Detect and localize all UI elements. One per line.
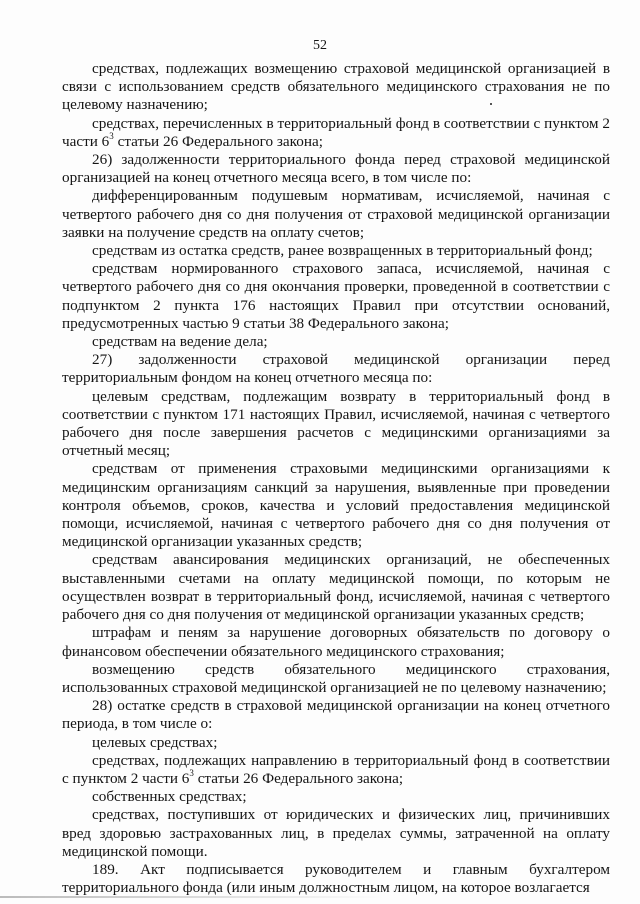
- paragraph: средствам авансирования медицинских организаций, не обеспеченных выставленными счетами на оплату медицинской помощи, по которым не осуществлен возврат в территориальный фонд, исчисляемой, начиная с четвертого рабочего дня со дня получения от медицинской организации указанных средств;: [62, 551, 610, 624]
- paragraph: средствам от применения страховыми медицинскими организациями к медицинским организациям санкций за нарушения, выявленные при проведении контроля объемов, сроков, качества и условий предоставления медицинской помощи, исчисляемой, начиная с четвертого рабочего дня со дня получения от медицинской организации указанных средств;: [62, 460, 610, 551]
- scan-edge-shadow: [0, 896, 640, 898]
- paragraph: средствах, перечисленных в территориальный фонд в соответствии с пунктом 2 части $6^3$ статьи 26 Федерального закона;: [62, 114, 610, 150]
- paragraph: 189. Акт подписывается руководителем и главным бухгалтером территориального фонда (или иным должностным лицом, на которое возлагается: [62, 860, 610, 897]
- paragraph: штрафам и пеням за нарушение договорных обязательств по договору о финансовом обеспечении обязательного медицинского страхования;: [62, 624, 610, 660]
- paragraph: средствам на ведение дела;: [92, 333, 268, 351]
- paragraph: 28) остатке средств в страховой медицинской организации на конец отчетного периода, в том числе о:: [62, 697, 610, 733]
- document-body: [62, 60, 610, 897]
- paragraph: средствам из остатка средств, ранее возвращенных в территориальный фонд;: [92, 242, 593, 260]
- paragraph: возмещению средств обязательного медицинского страхования, использованных страховой медицинской организацией не по целевому назначению;: [62, 660, 610, 696]
- paragraph: целевых средствах;: [92, 733, 218, 751]
- paragraph: средствах, подлежащих направлению в территориальный фонд в соответствии с пунктом 2 части $6^3$ статьи 26 Федерального закона;: [62, 751, 610, 787]
- paragraph: целевым средствам, подлежащим возврату в территориальный фонд в соответствии с пунктом 171 настоящих Правил, исчисляемой, начиная с четвертого рабочего дня после завершения расчетов с медицинскими организациями за отчетный месяц;: [62, 387, 610, 460]
- paragraph: 27) задолженности страховой медицинской организации перед территориальным фондом на конец отчетного месяца по:: [62, 351, 610, 387]
- paragraph: средствам нормированного страхового запаса, исчисляемой, начиная с четвертого рабочего дня со дня окончания проверки, проведенной в соответствии с подпунктом 2 пункта 176 настоящих Правил при отсутствии оснований, предусмотренных частью 9 статьи 38 Федерального закона;: [62, 260, 610, 332]
- paragraph: 26) задолженности территориального фонда перед страховой медицинской организацией на конец отчетного месяца всего, в том числе по:: [62, 151, 610, 187]
- paragraph: средствах, поступивших от юридических и физических лиц, причинивших вред здоровью застрахованных лиц, в пределах суммы, затраченной на оплату медицинской помощи.: [62, 806, 610, 860]
- paragraph: собственных средствах;: [92, 788, 247, 806]
- paragraph: дифференцированным подушевым нормативам, исчисляемой, начиная с четвертого рабочего дня со дня получения от страховой медицинской организации заявки на получение средств на оплату счетов;: [62, 187, 610, 241]
- page-number: 52: [313, 38, 327, 53]
- paragraph: средствах, подлежащих возмещению страховой медицинской организацией в связи с использованием средств обязательного медицинского страхования не по целевому назначению;: [62, 60, 610, 114]
